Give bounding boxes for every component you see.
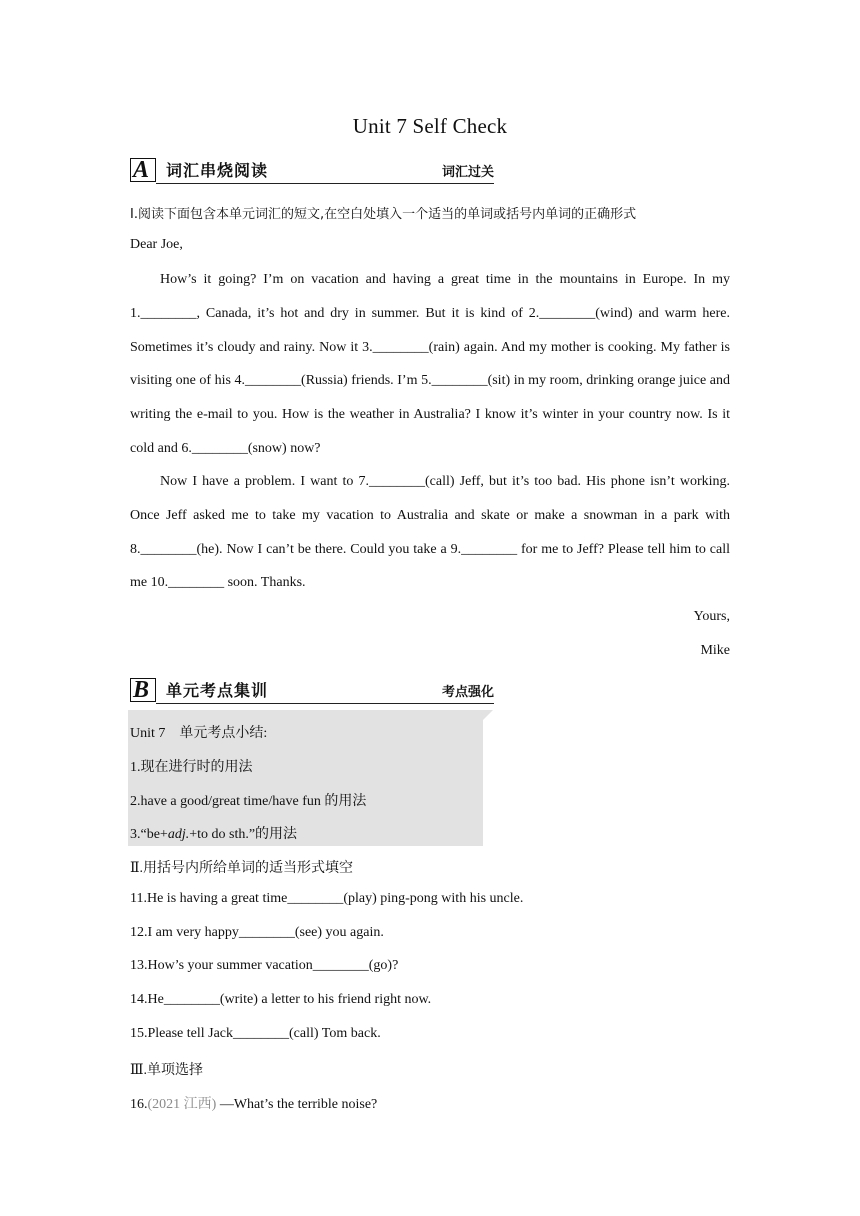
summary-item: 1.现在进行时的用法	[130, 760, 253, 775]
section-a-rule	[156, 183, 494, 185]
section-b-badge: B	[130, 678, 156, 702]
exercise-item: 14.He________(write) a letter to his friend right now.	[130, 992, 432, 1007]
letter-paragraph-2: Now I have a problem. I want to 7.________(call) Jeff, but it’s too bad. His phone isn’t working. Once Jeff asked me to take my vacation to Australia and skate or make a snowman in a park with 8.________(he). Now I can’t be there. Could you take a 9.________ for me to Jeff? Please tell him to call me 10.________ soon. Thanks.	[130, 474, 730, 591]
page-title: Unit 7 Self Check	[352, 114, 508, 138]
summary-item: 2.have a good/great time/have fun 的用法	[130, 794, 367, 809]
exercise-item: 13.How’s your summer vacation________(go)?	[130, 958, 399, 973]
exercise-item: 11.He is having a great time________(play) ping-pong with his uncle.	[130, 891, 524, 906]
question-source: (2021 江西)	[147, 1097, 217, 1112]
section-a-header	[130, 155, 494, 185]
section-b-header	[130, 675, 494, 705]
summary-title: Unit 7 单元考点小结:	[130, 726, 268, 741]
section-b-tag: 考点强化	[441, 685, 494, 700]
section-a-instruction: Ⅰ.阅读下面包含本单元词汇的短文,在空白处填入一个适当的单词或括号内单词的正确形式	[130, 207, 637, 222]
section-b-title: 单元考点集训	[166, 681, 269, 700]
letter-closing: Yours,	[693, 609, 730, 624]
section-a-badge: A	[130, 158, 156, 182]
letter-paragraph-1: How’s it going? I’m on vacation and having a great time in the mountains in Europe. In my 1.________, Canada, it’s hot and dry in summer. But it is kind of 2.________(wind) and warm here. Sometimes it’s cloudy and rainy. Now it 3.________(rain) again. And my mother is cooking. My father is visiting one of his 4.________(Russia) friends. I’m 5.________(sit) in my room, drinking orange juice and writing the e-mail to you. How is the weather in Australia? I know it’s winter in your country now. Is it cold and 6.________(snow) now?	[130, 272, 730, 456]
section-a-title: 词汇串烧阅读	[166, 161, 269, 180]
section-a-tag: 词汇过关	[441, 165, 494, 180]
letter-signature: Mike	[700, 643, 730, 658]
letter-greeting: Dear Joe,	[130, 237, 183, 252]
part3-instruction: Ⅲ.单项选择	[130, 1063, 204, 1078]
section-b-rule	[156, 703, 494, 705]
summary-item: 3.“be+adj.+to do sth.”的用法	[130, 827, 298, 842]
exercise-item: 12.I am very happy________(see) you again.	[130, 925, 384, 940]
exercise-item: 15.Please tell Jack________(call) Tom back.	[130, 1026, 381, 1041]
part2-instruction: Ⅱ.用括号内所给单词的适当形式填空	[130, 861, 354, 876]
question-16: 16.(2021 江西) —What’s the terrible noise?	[130, 1097, 378, 1112]
